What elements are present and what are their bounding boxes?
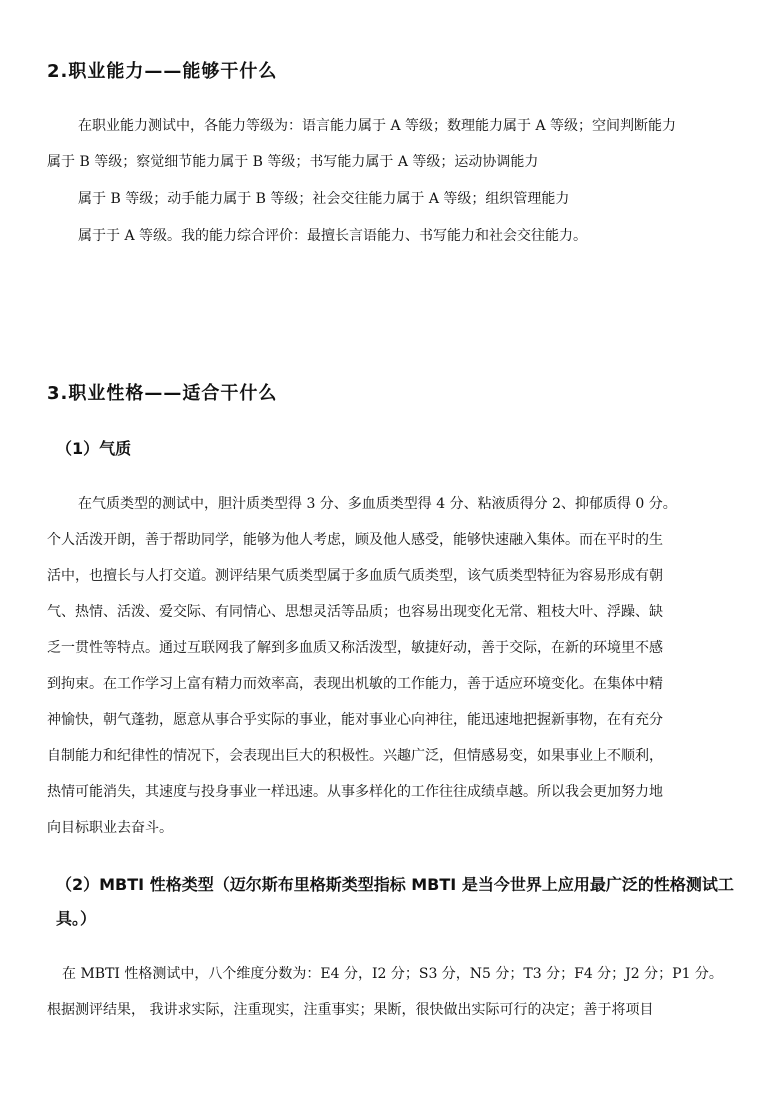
paragraph-line: 向目标职业去奋斗。 — [47, 820, 173, 836]
paragraph-line: 根据测评结果， 我讲求实际，注重现实，注重事实；果断，很快做出实际可行的决定；善于将项目 — [47, 1002, 654, 1018]
paragraph-line: 自制能力和纪律性的情况下，会表现出巨大的积极性。兴趣广泛，但情感易变，如果事业上不顺利， — [47, 748, 663, 764]
subsection-2-heading: （2）MBTI 性格类型（迈尔斯布里格斯类型指标 MBTI 是当今世界上应用最广泛的性格测试工具。） — [56, 875, 734, 928]
section-2-heading: 2.职业能力——能够干什么 — [47, 61, 278, 82]
paragraph-line: 属于 B 等级；动手能力属于 B 等级；社会交往能力属于 A 等级；组织管理能力 — [78, 191, 570, 207]
paragraph-line: 神愉快，朝气蓬勃，愿意从事合乎实际的事业，能对事业心向神往，能迅速地把握新事物，在有充分 — [47, 712, 663, 728]
paragraph-line: 活中，也擅长与人打交道。测评结果气质类型属于多血质气质类型，该气质类型特征为容易形成有朝 — [47, 568, 663, 584]
paragraph-line: 气、热情、活泼、爱交际、有同情心、思想灵活等品质；也容易出现变化无常、粗枝大叶、浮躁、缺 — [47, 604, 663, 620]
paragraph-line: 到拘束。在工作学习上富有精力而效率高，表现出机敏的工作能力，善于适应环境变化。在集体中精 — [47, 676, 663, 692]
paragraph-line: 乏一贯性等特点。通过互联网我了解到多血质又称活泼型，敏捷好动，善于交际，在新的环境里不感 — [47, 640, 663, 656]
paragraph-line: 在职业能力测试中，各能力等级为：语言能力属于 A 等级；数理能力属于 A 等级；空间判断能力 — [78, 118, 677, 134]
paragraph-line: 属于于 A 等级。我的能力综合评价：最擅长言语能力、书写能力和社会交往能力。 — [78, 228, 588, 244]
paragraph-line: 个人活泼开朗，善于帮助同学，能够为他人考虑，顾及他人感受，能够快速融入集体。而在平时的生 — [47, 532, 663, 548]
paragraph-line: 在 MBTI 性格测试中，八个维度分数为：E4 分，I2 分；S3 分，N5 分；T3 分；F4 分；J2 分；P1 分。 — [62, 966, 723, 982]
paragraph-line: 属于 B 等级；察觉细节能力属于 B 等级；书写能力属于 A 等级；运动协调能力 — [47, 154, 539, 170]
paragraph-line: 在气质类型的测试中，胆汁质类型得 3 分、多血质类型得 4 分、粘液质得分 2、抑郁质得 0 分。 — [78, 496, 677, 512]
section-3-heading: 3.职业性格——适合干什么 — [47, 383, 278, 404]
subsection-1-heading: （1）气质 — [56, 439, 132, 458]
paragraph-line: 热情可能消失，其速度与投身事业一样迅速。从事多样化的工作往往成绩卓越。所以我会更加努力地 — [47, 784, 663, 800]
